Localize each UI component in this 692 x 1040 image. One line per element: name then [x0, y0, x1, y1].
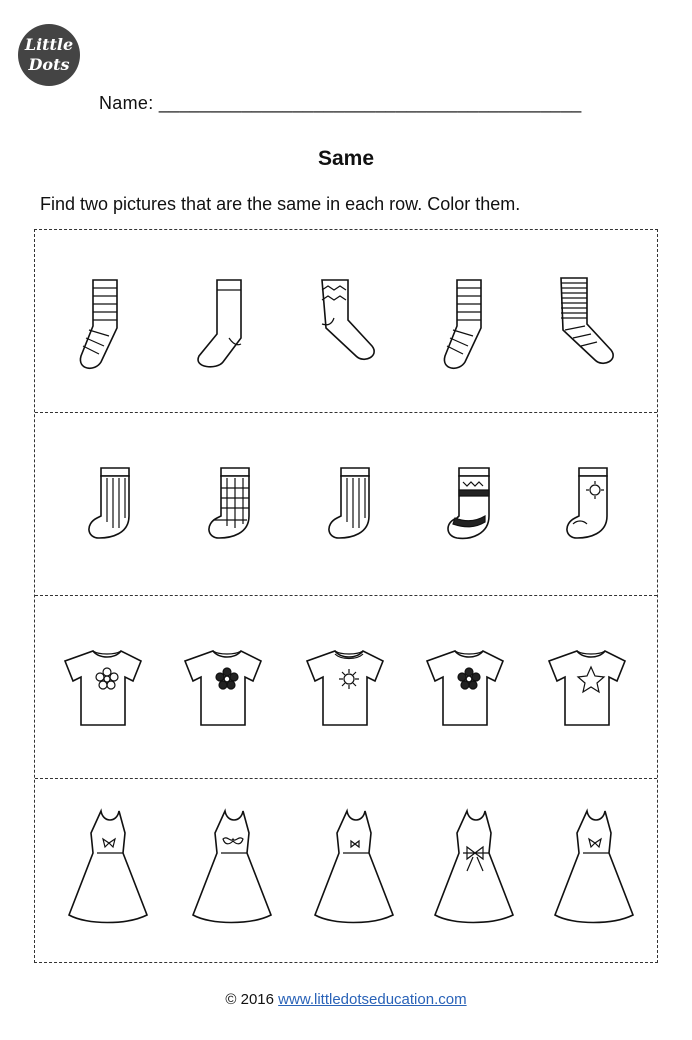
bow-dress-icon[interactable]: [69, 811, 147, 923]
logo-line-1: Little: [24, 35, 74, 54]
row-tshirts: [35, 596, 657, 779]
dark-flower-shirt-icon[interactable]: [185, 651, 261, 725]
row-stockings: [35, 413, 657, 596]
logo: [18, 24, 80, 86]
striped-stocking-icon[interactable]: [329, 468, 369, 538]
dense-striped-sock-icon[interactable]: [561, 278, 613, 363]
name-blank[interactable]: _________________________________________: [158, 93, 582, 113]
striped-sock-icon[interactable]: [444, 280, 481, 368]
worksheet-title: Same: [317, 147, 375, 170]
logo-line-2: Dots: [28, 55, 70, 74]
striped-sock-icon[interactable]: [80, 280, 117, 368]
waist-bow-dress-icon[interactable]: [435, 811, 513, 923]
website-link[interactable]: www.littledotseducation.com: [278, 991, 467, 1008]
instruction-text: Find two pictures that are the same in each row. Color them.: [40, 194, 521, 214]
striped-stocking-icon[interactable]: [89, 468, 129, 538]
outline-flower-shirt-icon[interactable]: [65, 651, 141, 725]
footer: [0, 991, 692, 1008]
sun-stocking-icon[interactable]: [567, 468, 607, 538]
row-dresses: [35, 779, 657, 962]
picture-grid: [34, 229, 658, 963]
zigzag-sock-icon[interactable]: [322, 280, 374, 359]
star-shirt-icon[interactable]: [549, 651, 625, 725]
dark-flower-shirt-icon[interactable]: [427, 651, 503, 725]
patterned-stocking-icon[interactable]: [448, 468, 489, 538]
sun-shirt-icon[interactable]: [307, 651, 383, 725]
plain-sock-icon[interactable]: [198, 280, 241, 367]
plaid-stocking-icon[interactable]: [209, 468, 249, 538]
name-label: Name:: [99, 93, 154, 113]
copyright-text: © 2016: [225, 991, 274, 1008]
bow-dress-icon[interactable]: [555, 811, 633, 923]
bow-dress-small-icon[interactable]: [315, 811, 393, 923]
lace-bow-dress-icon[interactable]: [193, 811, 271, 923]
row-socks: [35, 230, 657, 413]
name-field[interactable]: [99, 93, 582, 114]
